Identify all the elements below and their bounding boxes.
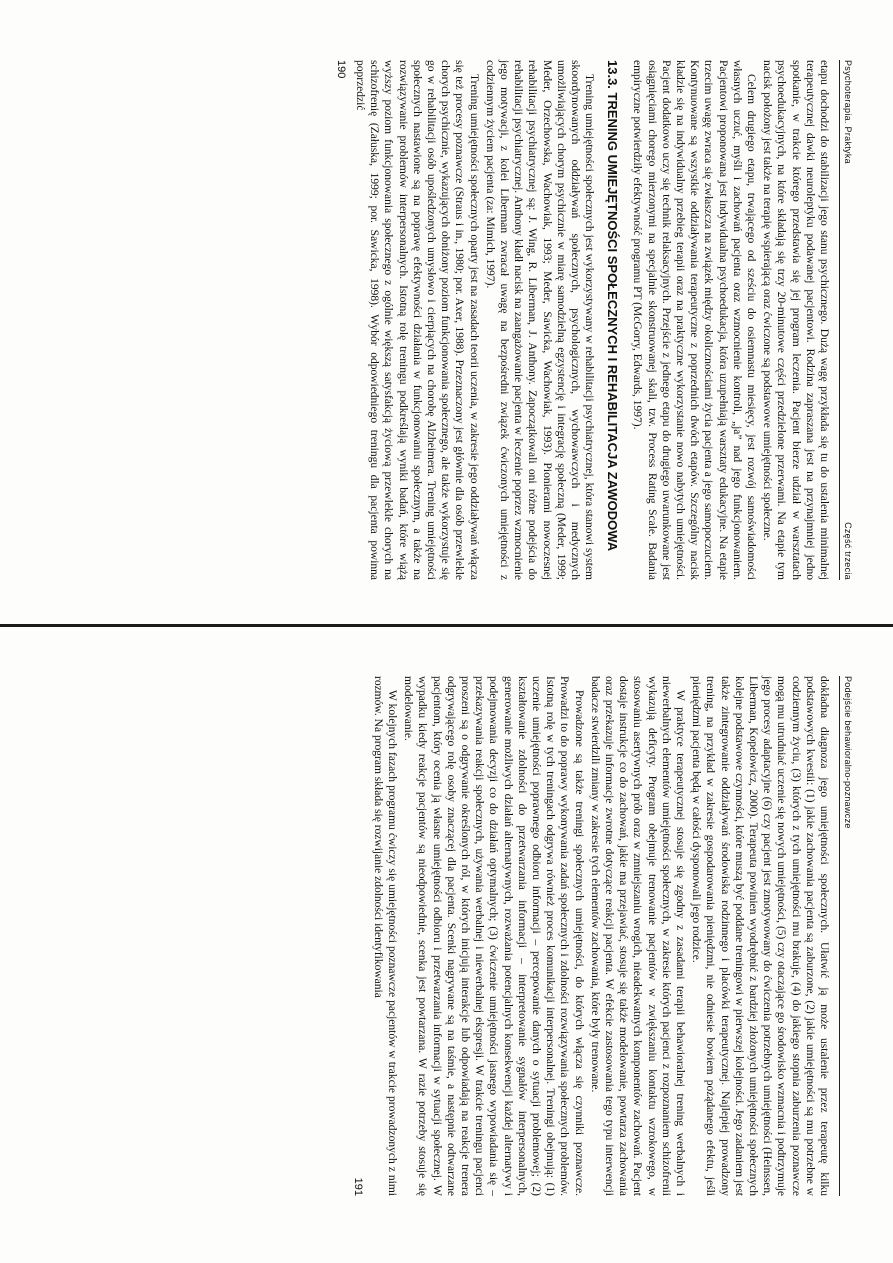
page-divider: [0, 624, 893, 627]
page-191: [43, 636, 893, 1236]
paragraph: dokładna diagnoza jego umiejętności społecznych. Ułatwić ją może ustalenie przez terapeutę kilku podstawowych kwestii: (1) jakie zachowania pacjenta są zaburzone, (2) jakie umiejętności są mu potrzebne w codziennym życiu, (3) których z tych umiejętności mu brakuje, (4) do jakiego stopnia zaburzenia poznawcze mogą mu utrudniać uczenie się nowych umiejętności, (5) czy otaczające go środowisko wzmacnia i podtrzymuje jego procesy adaptacyjne (6) czy pacjent jest zmotywowany do ćwiczenia potrzebnych umiejętności (Heinssen, Liberman, Kopelowicz, 2000). Terapeuta powinien wyodrębnić z bardziej złożonych umiejętności społecznych kolejne podstawowe czynności, które muszą być poddane treningowi w pierwszej kolejności. Jego zadaniem jest także zintegrowanie oddziaływań środowiska rodzinnego i placówki terapeutycznej. Najlepiej prowadzony trening, na przykład w zakresie gospodarowania pieniędzmi, nie odniesie bowiem pożądanego efektu, jeśli pieniędzmi pacjenta będą w całości dysponowali jego rodzice.: [690, 676, 830, 1196]
running-head-left: Podejście behawioralno-poznawcze: [843, 676, 853, 829]
page-190: [43, 20, 893, 620]
page-number: 190: [334, 60, 347, 79]
paragraph: etapu dochodzi do stabilizacji jego stanu psychicznego. Dużą wagę przykłada się tu do ustalenia minimalnej terapeutycznej dawki neuroleptyku podawanej pacjentowi. Rodzina zapraszana jest na przynajmniej jedno spotkanie, w trakcie którego przedstawia się jej program leczenia. Pacjent bierze udział w warsztatach psychoedukacyjnych, na które składają się trzy 20-minutowe części przedzielone przerwami. Na etapie tym nacisk położony jest także na terapię wspierającą oraz ćwiczone są podstawowe umiejętności społeczne.: [761, 60, 830, 580]
paragraph: Celem drugiego etapu, trwającego od sześciu do osiemnastu miesięcy, jest rozwój samoświadomości własnych uczuć, myśli i zachowań pacjenta oraz wzmocnienie kontroli, „ja” nad jego funkcjonowaniem. Pacjentowi proponowana jest indywidualna psychoedukacja, która uzupełniają warsztaty edukacyjne. Na etapie trzecim uwagę zwraca się zwłaszcza na związek między okolicznościami życia pacjenta a jego samopoczuciem. Kontynuowane są wszystkie oddziaływania terapeutyczne z poprzednich dwóch etapów. Szczególny nacisk kładzie się na indywidualny przebieg terapii oraz na praktyczne wykorzystanie nowo nabytych umiejętności. Pacjent dodatkowo uczy się technik relaksacyjnych. Przejście z jednego etapu do drugiego uwarunkowane jest osiągnięciami chorego mierzonymi na specjalnie skonstruowanej skali, tzw. Process Rating Scale. Badania empiryczne potwierdziły efektywność programu PT (McGorry, Edwards, 1997).: [631, 60, 757, 580]
running-head: [839, 676, 853, 1196]
section-heading: 13.3. TRENING UMIEJĘTNOŚCI SPOŁECZNYCH I REHABILITACJA ZAWODOWA: [605, 60, 621, 552]
running-head-left: Psychoterapia. Praktyka: [843, 60, 853, 164]
paragraph: W praktyce terapeutycznej stosuje się zgodny z zasadami terapii behawioralnej trening werbalnych i niewerbalnych elementów umiejętności społecznych, w zakresie których pacjenci z rozpoznaniem schizofrenii wykazują deficyty. Program obejmuje trenowanie pacjentów w zwiększaniu kontaktu wzrokowego, w stosowaniu asertywnych prób oraz w zmniejszaniu wrogich, nieadekwatnych komponentów zachowań. Pacjent dostaje instrukcje co do zachowań, jakie ma przejawiać, stosuje się także modelowanie, powtarza zachowania oraz przekazuje informacje zwrotne dotyczące reakcji pacjenta. W efekcie zastosowania tego typu interwencji badacze stwierdzili zmiany w zakresie tych elementów zachowania, które były trenowane.: [588, 676, 686, 1196]
paragraph: W kolejnych fazach programu ćwiczy się umiejętności poznawcze pacjentów w trakcie prowadzonych z nimi rozmów. Na program składa się rozwijanie zdolności identyfikowania: [371, 676, 398, 1196]
page-number: 191: [352, 1177, 365, 1196]
paragraph: Trening umiejętności społecznych oparty jest na zasadach teorii uczenia, w zakresie jego oddziaływań włącza się też procesy poznawcze (Straus i in., 1980; por. Axer, 1988). Przeznaczony jest głównie dla osób przewlekle chorych psychicznie, wykazujących obniżony poziom funkcjonowania społecznego, ale także wykorzystuje się go w rehabilitacji osób upośledzonych umysłowo i cierpiących na chorobę Alzheimera. Trening umiejętności społecznych nastawione są na poprawę efektywności działania w funkcjonowaniu społecznym, a także na rozwiązywanie problemów interpersonalnych. Istotną rolę treningu podkreślają wyniki badań, które wiążą wyższy poziom funkcjonowania społecznego z ogólnie większą satysfakcją życiową przewlekle chorych na schizofrenię (Załuska, 1999; por. Sawicka, 1998). Wybór odpowiedniego treningu dla pacjenta powinna poprzedzić: [353, 60, 480, 580]
running-head-right: Część trzecia: [843, 522, 853, 580]
paragraph: Prowadzone są także treningi społecznych umiejętności, do których włącza się czynniki poznawcze. Prowadzi to do poprawy wykonywania zadań społecznych i zdolności rozwiązywania społecznych problemów. Istotną rolę w tych treningach odgrywa również proces komunikacji interpersonalnej. Treningi obejmują: (1) uczenie umiejętności poprawnego odbioru informacji – percepowanie danych o sytuacji problemowej; (2) kształtowanie zdolności do przetwarzania informacji – interpretowanie sygnałów interpersonalnych, generowanie możliwych działań alternatywnych, rozważania potencjalnych konsekwencji każdej alternatywy i podejmowania decyzji co do działań optymalnych; (3) ćwiczenie umiejętności jasnego wypowiadania się – przekazywania reakcji społecznych, używania werbalnej i niewerbalnej ekspresji. W trakcie treningu pacjenci proszeni są o odgrywanie określonych ról, w których inicjują interakcje lub odpowiadają na reakcje trenera odgrywającego rolę osoby znaczącej dla pacjenta. Scenki nagrywane są na taśmie, a następnie odtwarzane pacjentom, który ocenia ją własne umiejętności odbioru i przetwarzania informacji w sytuacji społecznej. W wypadku kiedy reakcje pacjentów są nieodpowiednie, scenka jest powtarzana. W razie potrzeby stosuje się modelowanie.: [402, 676, 585, 1196]
paragraph: Trening umiejętności społecznych jest wykorzystywany w rehabilitacji psychiatrycznej, która stanowi system skoordynowanych oddziaływań społecznych, psychologicznych, wychowawczych i medycznych umożliwiających chorym psychicznie w miarę samodzielną egzystencję i integrację społeczną (Meder, 1999; Meder, Orzechowska, Wachowiak, 1993; Meder, Sawicka, Wachowiak, 1993). Pionierami nowoczesnej rehabilitacji psychiatrycznej są: J. Wing, R. Liberman, J. Anthony. Zapoczątkowali oni różne podejścia do rehabilitacji psychiatrycznej. Anthony kładł nacisk na zaangażowanie pacjenta w leczenie poprzez wzmocnienie jego motywacji, z kolei Liberman zwracał uwagę na bezpośredni związek ćwiczonych umiejętności z codziennym życiem pacjenta (za: Mimich, 1997).: [483, 60, 596, 580]
running-head: [839, 60, 853, 580]
